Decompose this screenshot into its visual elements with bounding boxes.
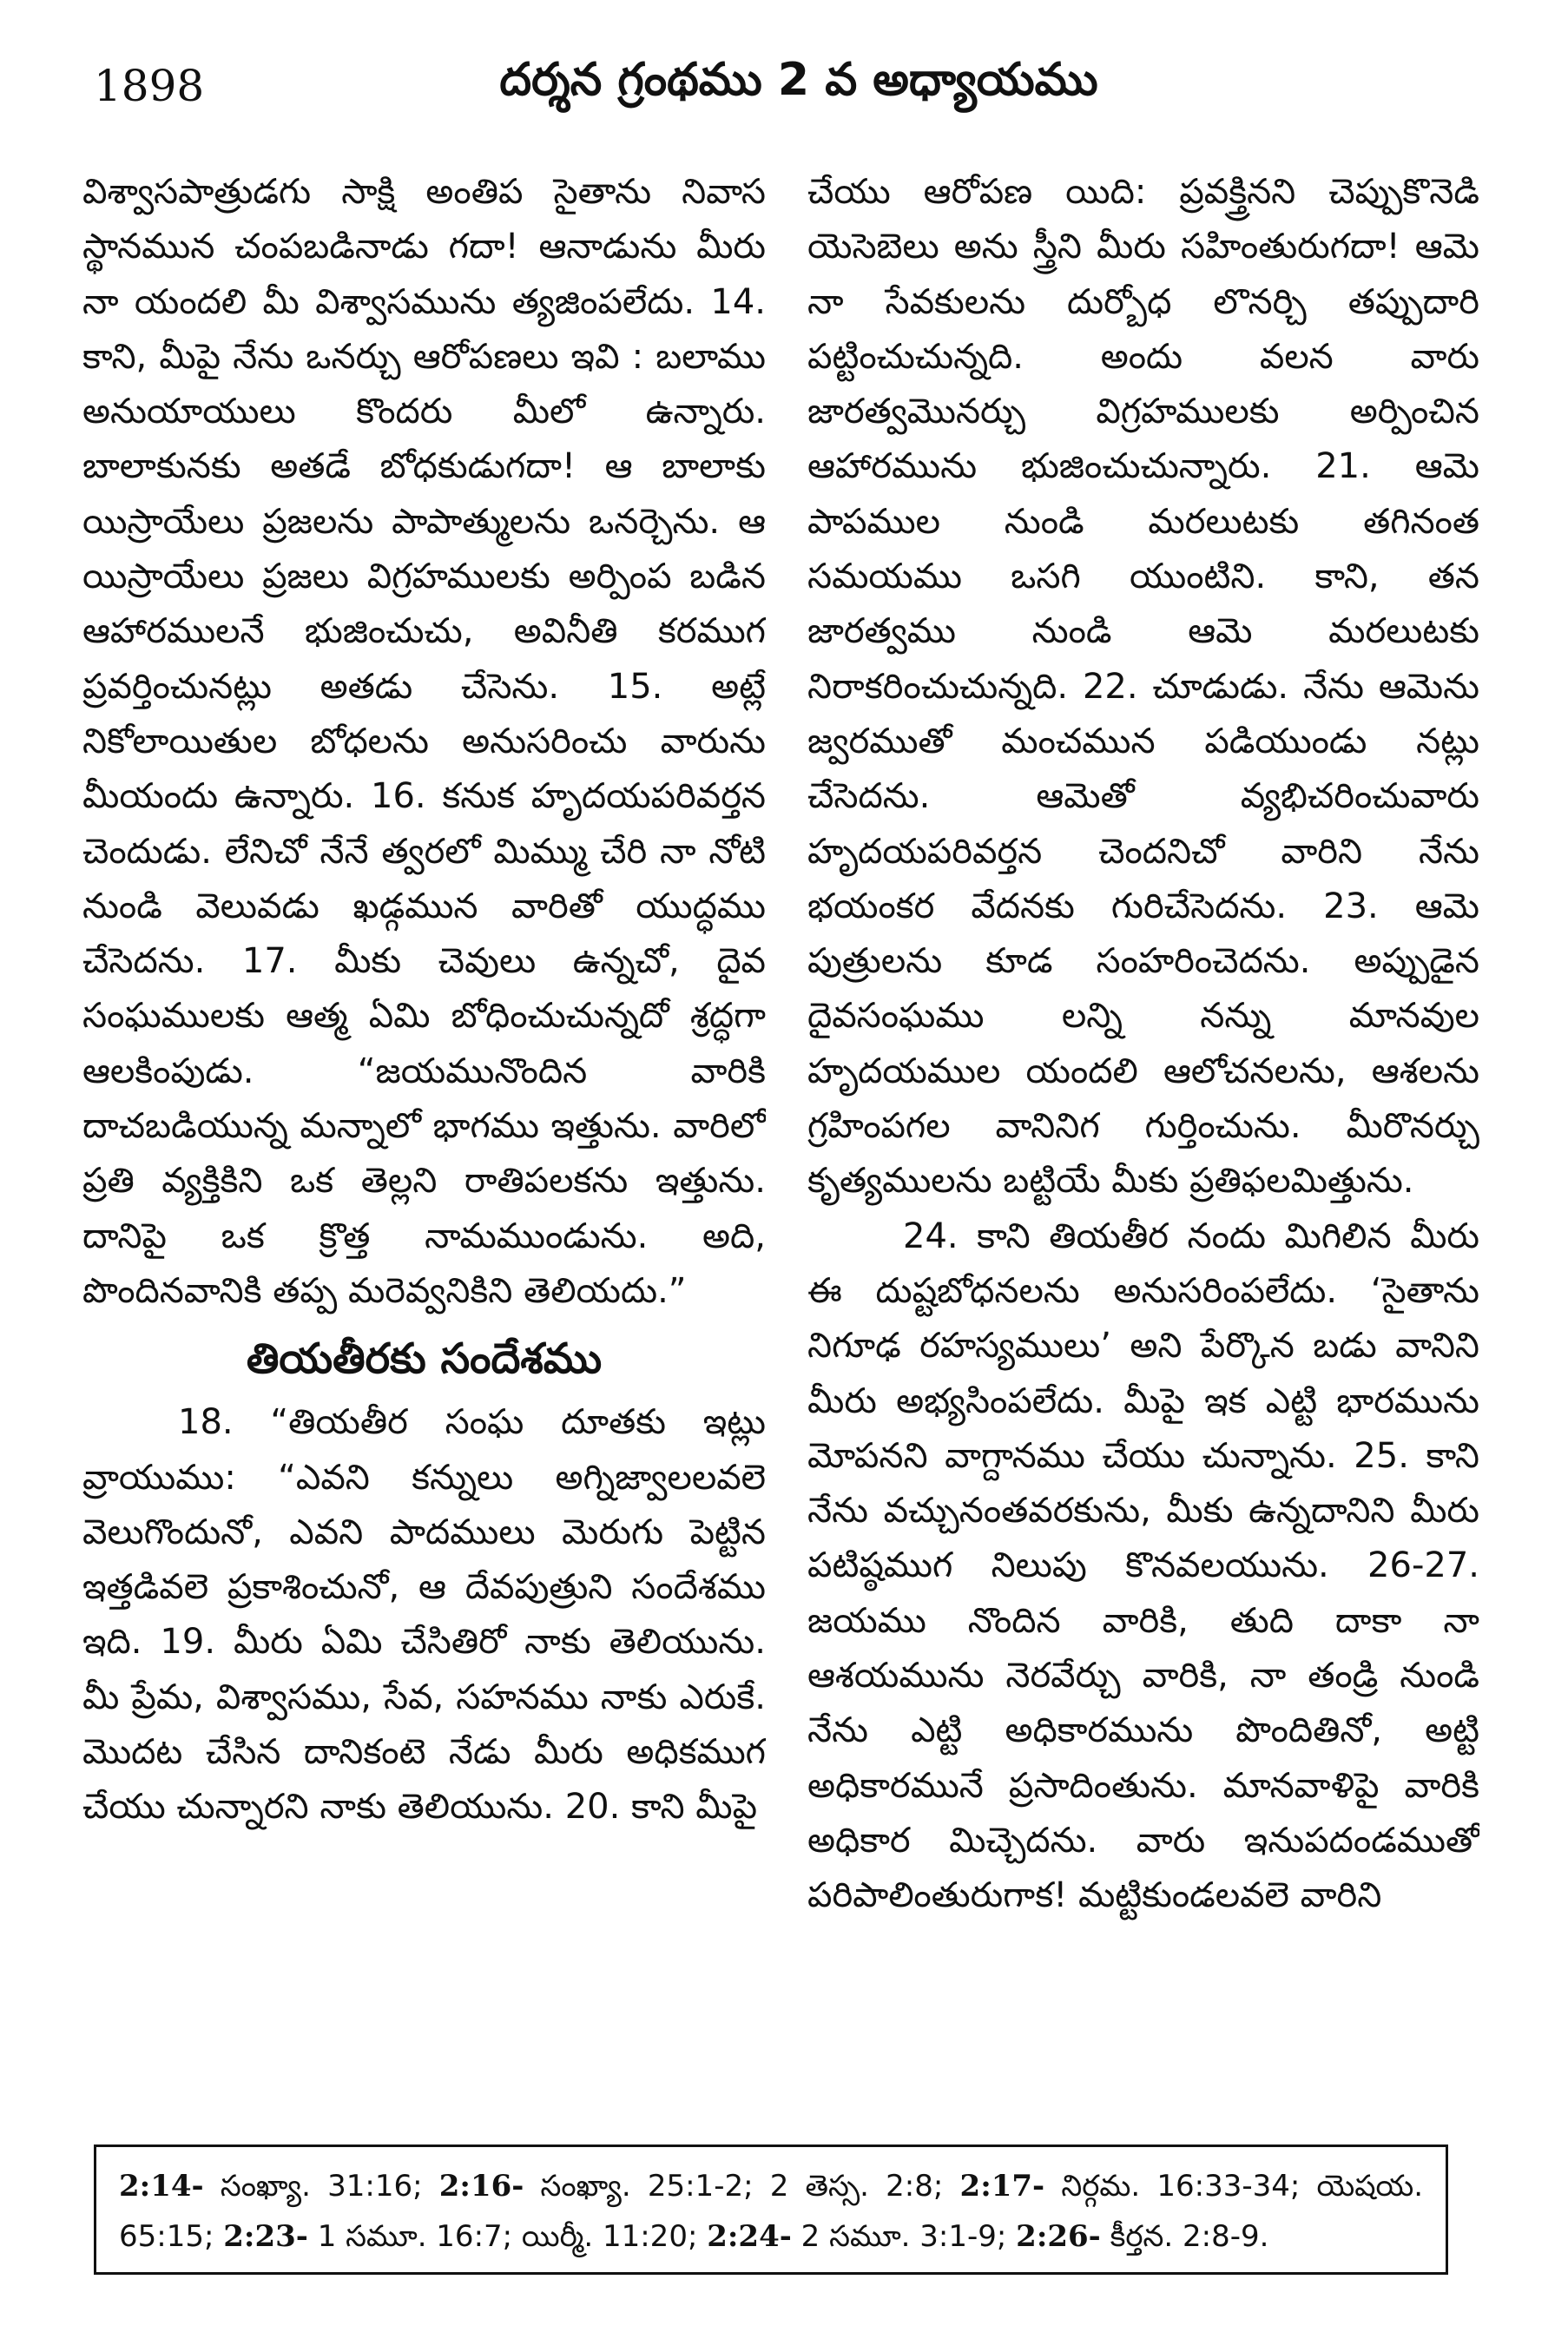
- footnote-text: సంఖ్యా. 25:1-2; 2 తెస్స. 2:8;: [524, 2169, 960, 2204]
- right-column: [807, 165, 1479, 2084]
- footnote-ref: 2:14-: [119, 2169, 204, 2204]
- body-paragraph: చేయు ఆరోపణ యిది: ప్రవక్త్రినని చెప్పుకొనెడి యెసెబెలు అను స్త్రీని మీరు సహింతురుగదా! ఆమె నా సేవకులను దుర్బోధ లొనర్చి తప్పుదారి పట్టించుచున్నది. అందు వలన వారు జారత్వమొనర్చు విగ్రహములకు అర్పించిన ఆహారమును భుజించుచున్నారు. 21. ఆమె పాపముల నుండి మరలుటకు తగినంత సమయము ఒసగి యుంటిని. కాని, తన జారత్వము నుండి ఆమె మరలుటకు నిరాకరించుచున్నది. 22. చూడుడు. నేను ఆమెను జ్వరముతో మంచమున పడియుండు నట్లు చేసెదను. ఆమెతో వ్యభిచరించువారు హృదయపరివర్తన చెందనిచో వారిని నేను భయంకర వేదనకు గురిచేసెదను. 23. ఆమె పుత్రులను కూడ సంహరించెదను. అప్పుడైన దైవసంఘము లన్ని నన్ను మానవుల హృదయముల యందలి ఆలోచనలను, ఆశలను గ్రహింపగల వానినిగ గుర్తించును. మీరొనర్చు కృత్యములను బట్టియే మీకు ప్రతిఫలమిత్తును.: [807, 172, 1479, 1202]
- footnote-ref: 2:24-: [707, 2219, 792, 2254]
- footnote-box: [94, 2144, 1448, 2275]
- body-paragraph: 24. కాని తియతీర నందు మిగిలిన మీరు ఈ దుష్టబోధనలను అనుసరింపలేదు. ‘సైతాను నిగూఢ రహస్యములు’ అని పేర్కొన బడు వానిని మీరు అభ్యసింపలేదు. మీపై ఇక ఎట్టి భారమును మోపనని వాగ్దానము చేయు చున్నాను. 25. కాని నేను వచ్చునంతవరకును, మీకు ఉన్నదానిని మీరు పటిష్ఠముగ నిలుపు కొనవలయును. 26-27. జయము నొందిన వారికి, తుది దాకా నా ఆశయమును నెరవేర్చు వారికి, నా తండ్రి నుండి నేను ఎట్టి అధికారమును పొందితినో, అట్టి అధికారమునే ప్రసాదింతును. మానవాళిపై వారికి అధికార మిచ్చెదను. వారు ఇనుపదండముతో పరిపాలింతురుగాక! మట్టికుండలవలె వారిని: [807, 1216, 1479, 1916]
- section-heading: తియతీరకు సందేశము: [246, 1334, 603, 1384]
- footnote-text: సంఖ్యా. 31:16;: [203, 2169, 439, 2204]
- footnote-text: 2 సమూ. 3:1-9;: [791, 2219, 1017, 2254]
- footnote-entry: [1016, 2219, 1268, 2254]
- footnote-text: కీర్తన. 2:8-9.: [1100, 2219, 1269, 2254]
- footnote-entry: [223, 2219, 707, 2254]
- body-paragraph: 18. “తియతీర సంఘ దూతకు ఇట్లు వ్రాయుము: “ఎవని కన్నులు అగ్నిజ్వాలలవలె వెలుగొందునో, ఎవని పాదములు మెరుగు పెట్టిన ఇత్తడివలె ప్రకాశించునో, ఆ దేవపుత్రుని సందేశము ఇది. 19. మీరు ఏమి చేసితిరో నాకు తెలియును. మీ ప్రేమ, విశ్వాసము, సేవ, సహనము నాకు ఎరుకే. మొదట చేసిన దానికంటె నేడు మీరు అధికముగ చేయు చున్నారని నాకు తెలియును. 20. కాని మీపై: [82, 1402, 766, 1828]
- footnote-entry: [119, 2169, 439, 2204]
- footnote-entry: [707, 2219, 1016, 2254]
- running-head: దర్శన గ్రంథము 2 వ అధ్యాయము: [499, 54, 1098, 106]
- page-number: 1898: [94, 61, 205, 111]
- footnote-ref: 2:17-: [959, 2169, 1045, 2204]
- footnote-text: 1 సమూ. 16:7; యిర్మీ. 11:20;: [307, 2219, 708, 2254]
- footnote-ref: 2:26-: [1016, 2219, 1101, 2254]
- footnote-text: నిర్గమ. 16:33-34; యెషయ. 65:15;: [119, 2169, 1423, 2254]
- footnote-entry: [439, 2169, 960, 2204]
- footnote-ref: 2:16-: [438, 2169, 524, 2204]
- left-column: [82, 165, 766, 2084]
- footnote-ref: 2:23-: [223, 2219, 308, 2254]
- body-paragraph: విశ్వాసపాత్రుడగు సాక్షి అంతిప సైతాను నివాస స్థానమున చంపబడినాడు గదా! ఆనాడును మీరు నా యందలి మీ విశ్వాసమును త్యజింపలేదు. 14. కాని, మీపై నేను ఒనర్చు ఆరోపణలు ఇవి : బలాము అనుయాయులు కొందరు మీలో ఉన్నారు. బాలాకునకు అతడే బోధకుడుగదా! ఆ బాలాకు యిస్రాయేలు ప్రజలను పాపాత్ములను ఒనర్చెను. ఆ యిస్రాయేలు ప్రజలు విగ్రహములకు అర్పింప బడిన ఆహారములనే భుజించుచు, అవినీతి కరముగ ప్రవర్తించునట్లు అతడు చేసెను. 15. అట్లే నికోలాయితుల బోధలను అనుసరించు వారును మీయందు ఉన్నారు. 16. కనుక హృదయపరివర్తన చెందుడు. లేనిచో నేనే త్వరలో మిమ్ము చేరి నా నోటి నుండి వెలువడు ఖడ్గమున వారితో యుద్ధము చేసెదను. 17. మీకు చెవులు ఉన్నచో, దైవ సంఘములకు ఆత్మ ఏమి బోధించుచున్నదో శ్రద్ధగా ఆలకింపుడు. “జయమునొందిన వారికి దాచబడియున్న మన్నాలో భాగము ఇత్తును. వారిలో ప్రతి వ్యక్తికిని ఒక తెల్లని రాతిపలకను ఇత్తును. దానిపై ఒక క్రొత్త నామముండును. అది, పొందినవానికి తప్ప మరెవ్వనికిని తెలియదు.”: [82, 172, 766, 1311]
